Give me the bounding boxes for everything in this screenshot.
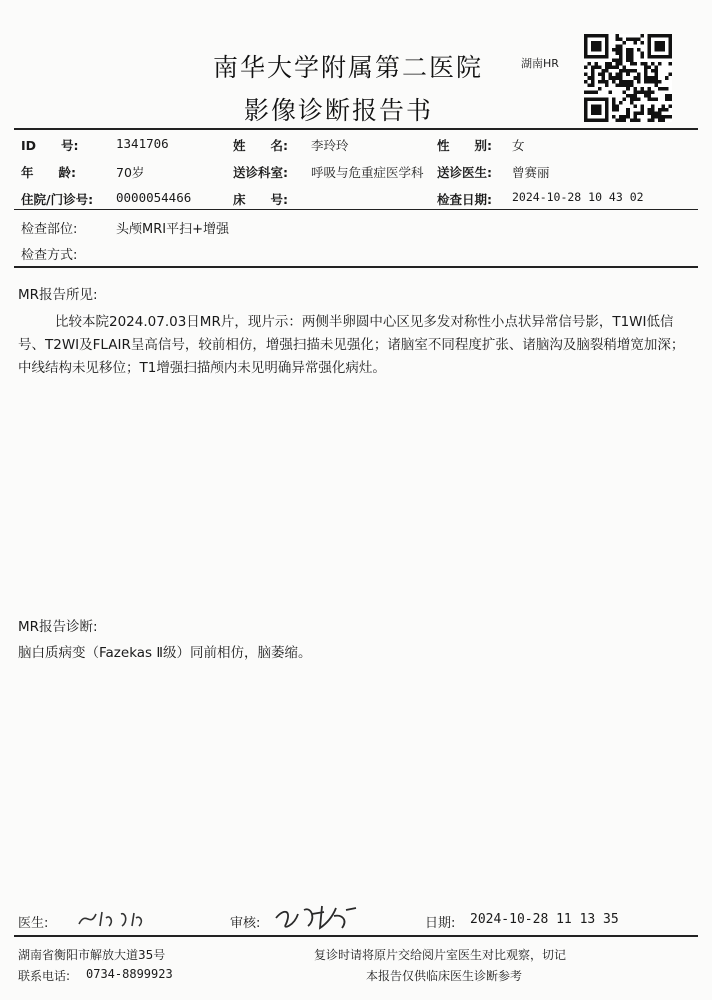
phone-value: 0734-8899923	[86, 967, 173, 981]
exam-site-label: 检查部位:	[21, 222, 78, 237]
dept-value: 呼吸与危重症医学科	[311, 165, 424, 180]
sex-value: 女	[512, 138, 525, 153]
doctor-value: 曾赛丽	[512, 165, 550, 180]
sex-label: 性 别:	[437, 138, 492, 153]
findings-heading: MR报告所见:	[18, 287, 98, 303]
report-date-value: 2024-10-28 11 13 35	[470, 912, 619, 927]
footer-note-reference: 本报告仅供临床医生诊断参考	[366, 969, 523, 983]
age-value: 70岁	[116, 165, 145, 180]
name-label: 姓 名:	[233, 138, 288, 153]
id-value: 1341706	[116, 136, 169, 151]
exam-divider	[14, 266, 698, 268]
findings-text: 比较本院2024.07.03日MR片，现片示：两侧半卵圆中心区见多发对称性小点状异常信号影，T1WI低信号、T2WI及FLAIR呈高信号，较前相仿，增强扫描未见强化；诸脑室不同程度扩张、诸脑沟及脑裂稍增宽加深；中线结构未见移位；T1增强扫描颅内未见明确异常强化病灶。	[18, 314, 685, 376]
report-date-label: 日期:	[425, 916, 456, 931]
diagnosis-heading: MR报告诊断:	[18, 619, 98, 635]
bed-label: 床 号:	[233, 192, 288, 207]
phone-label: 联系电话:	[18, 969, 71, 983]
doctor-sign-label: 医生:	[18, 916, 49, 931]
report-title: 影像诊断报告书	[244, 96, 434, 125]
dept-label: 送诊科室:	[233, 165, 288, 180]
hospital-address: 湖南省衡阳市解放大道35号	[18, 948, 166, 962]
footer-note-compare: 复诊时请将原片交给阅片室医生对比观察，切记	[314, 948, 567, 962]
header-divider	[14, 128, 698, 130]
exam-site-value: 头颅MRI平扫+增强	[116, 222, 229, 237]
reviewer-label: 审核:	[230, 916, 261, 931]
exam-date-value: 2024-10-28 10 43 02	[512, 190, 644, 204]
age-label: 年 龄:	[21, 165, 76, 180]
exam-method-label: 检查方式:	[21, 248, 78, 263]
info-divider	[14, 209, 698, 210]
visit-label: 住院/门诊号:	[21, 192, 94, 207]
hospital-name: 南华大学附属第二医院	[213, 53, 484, 82]
id-label: ID 号:	[21, 138, 79, 153]
reviewer-signature	[272, 900, 362, 938]
diagnosis-text: 脑白质病变（Fazekas Ⅱ级）同前相仿，脑萎缩。	[18, 645, 312, 661]
footer-divider	[14, 935, 698, 937]
name-value: 李玲玲	[311, 138, 349, 153]
region-tag: 湖南HR	[521, 57, 559, 70]
doctor-label: 送诊医生:	[437, 165, 492, 180]
date-label: 检查日期:	[437, 192, 492, 207]
doctor-signature	[76, 904, 156, 938]
visit-value: 0000054466	[116, 190, 192, 205]
qr-code-icon	[584, 34, 672, 122]
